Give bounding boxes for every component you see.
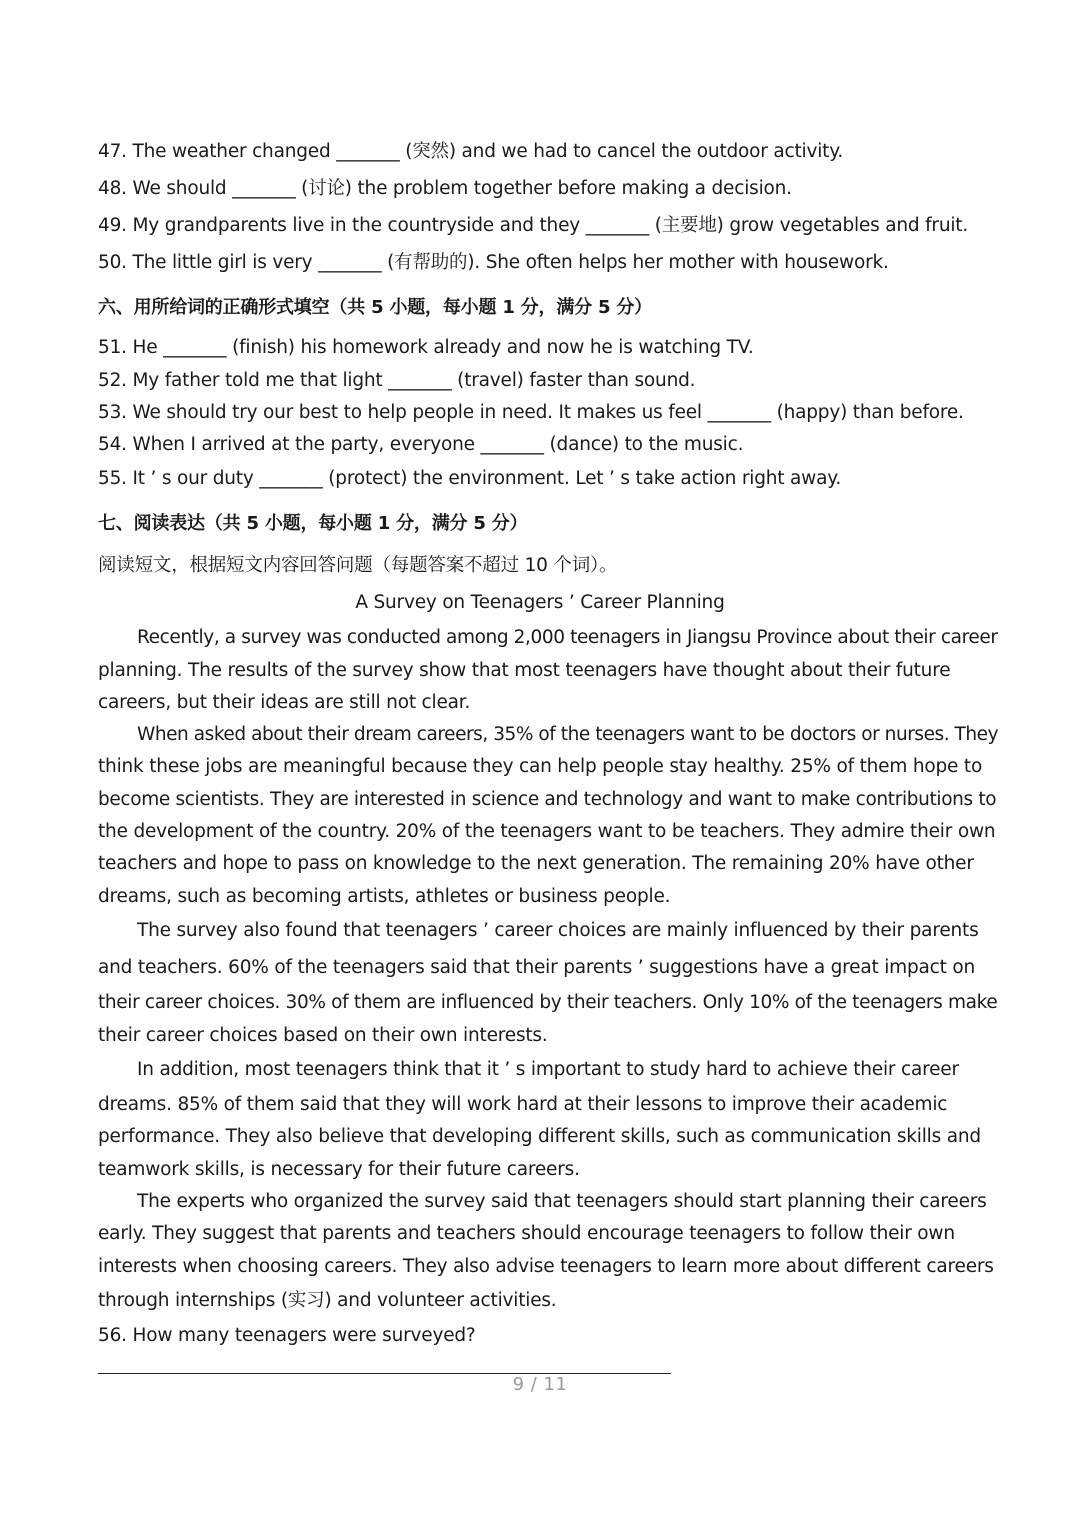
passage-p5-line4: through internships (实习) and volunteer activities. — [98, 1290, 557, 1311]
passage-p4-line3: performance. They also believe that developing different skills, such as communication skills and — [98, 1126, 981, 1147]
passage-p2-line4: the development of the country. 20% of the teenagers want to be teachers. They admire their own — [98, 821, 996, 842]
question-55: 55. It ’ s our duty _______ (protect) the environment. Let ’ s take action right away. — [98, 468, 841, 489]
passage-p3-line4: their career choices based on their own interests. — [98, 1025, 548, 1046]
section-7-instruction: 阅读短文，根据短文内容回答问题（每题答案不超过 10 个词）。 — [98, 555, 618, 576]
passage-p5-line3: interests when choosing careers. They also advise teenagers to learn more about different careers — [98, 1256, 994, 1277]
passage-p1-line2: planning. The results of the survey show that most teenagers have thought about their future — [98, 660, 951, 681]
passage-p1-line1: Recently, a survey was conducted among 2,000 teenagers in Jiangsu Province about their career — [137, 627, 998, 648]
question-51: 51. He _______ (finish) his homework already and now he is watching TV. — [98, 337, 754, 358]
passage-p4-line2: dreams. 85% of them said that they will work hard at their lessons to improve their academic — [98, 1094, 948, 1115]
passage-p2-line2: think these jobs are meaningful because they can help people stay healthy. 25% of them hope to — [98, 756, 983, 777]
passage-p3-line1: The survey also found that teenagers ’ career choices are mainly influenced by their parents — [137, 920, 979, 941]
passage-title: A Survey on Teenagers ’ Career Planning — [355, 592, 725, 613]
passage-p5-line2: early. They suggest that parents and teachers should encourage teenagers to follow their own — [98, 1223, 955, 1244]
question-50: 50. The little girl is very _______ (有帮助的). She often helps her mother with housework. — [98, 252, 889, 273]
passage-p1-line3: careers, but their ideas are still not clear. — [98, 692, 471, 713]
question-49: 49. My grandparents live in the countryside and they _______ (主要地) grow vegetables and fruit. — [98, 215, 969, 236]
passage-p2-line5: teachers and hope to pass on knowledge to the next generation. The remaining 20% have other — [98, 853, 974, 874]
section-7-heading: 七、阅读表达（共 5 小题，每小题 1 分，满分 5 分） — [98, 513, 528, 534]
question-54: 54. When I arrived at the party, everyone _______ (dance) to the music. — [98, 434, 744, 455]
passage-p3-line2: and teachers. 60% of the teenagers said that their parents ’ suggestions have a great impact on — [98, 957, 976, 978]
question-56: 56. How many teenagers were surveyed? — [98, 1325, 476, 1346]
question-53: 53. We should try our best to help people in need. It makes us feel _______ (happy) than before. — [98, 402, 964, 423]
passage-p2-line3: become scientists. They are interested in science and technology and want to make contributions to — [98, 789, 997, 810]
question-48: 48. We should _______ (讨论) the problem together before making a decision. — [98, 178, 792, 199]
passage-p3-line3: their career choices. 30% of them are influenced by their teachers. Only 10% of the teenagers make — [98, 992, 998, 1013]
question-52: 52. My father told me that light _______ (travel) faster than sound. — [98, 370, 696, 391]
passage-p4-line1: In addition, most teenagers think that it ’ s important to study hard to achieve their career — [137, 1059, 959, 1080]
section-6-heading: 六、用所给词的正确形式填空（共 5 小题，每小题 1 分，满分 5 分） — [98, 297, 652, 318]
question-47: 47. The weather changed _______ (突然) and we had to cancel the outdoor activity. — [98, 141, 844, 162]
passage-p2-line1: When asked about their dream careers, 35% of the teenagers want to be doctors or nurses. They — [137, 724, 999, 745]
passage-p5-line1: The experts who organized the survey said that teenagers should start planning their careers — [137, 1191, 987, 1212]
page-number: 9 / 11 — [512, 1374, 568, 1395]
passage-p2-line6: dreams, such as becoming artists, athletes or business people. — [98, 886, 671, 907]
passage-p4-line4: teamwork skills, is necessary for their future careers. — [98, 1159, 580, 1180]
